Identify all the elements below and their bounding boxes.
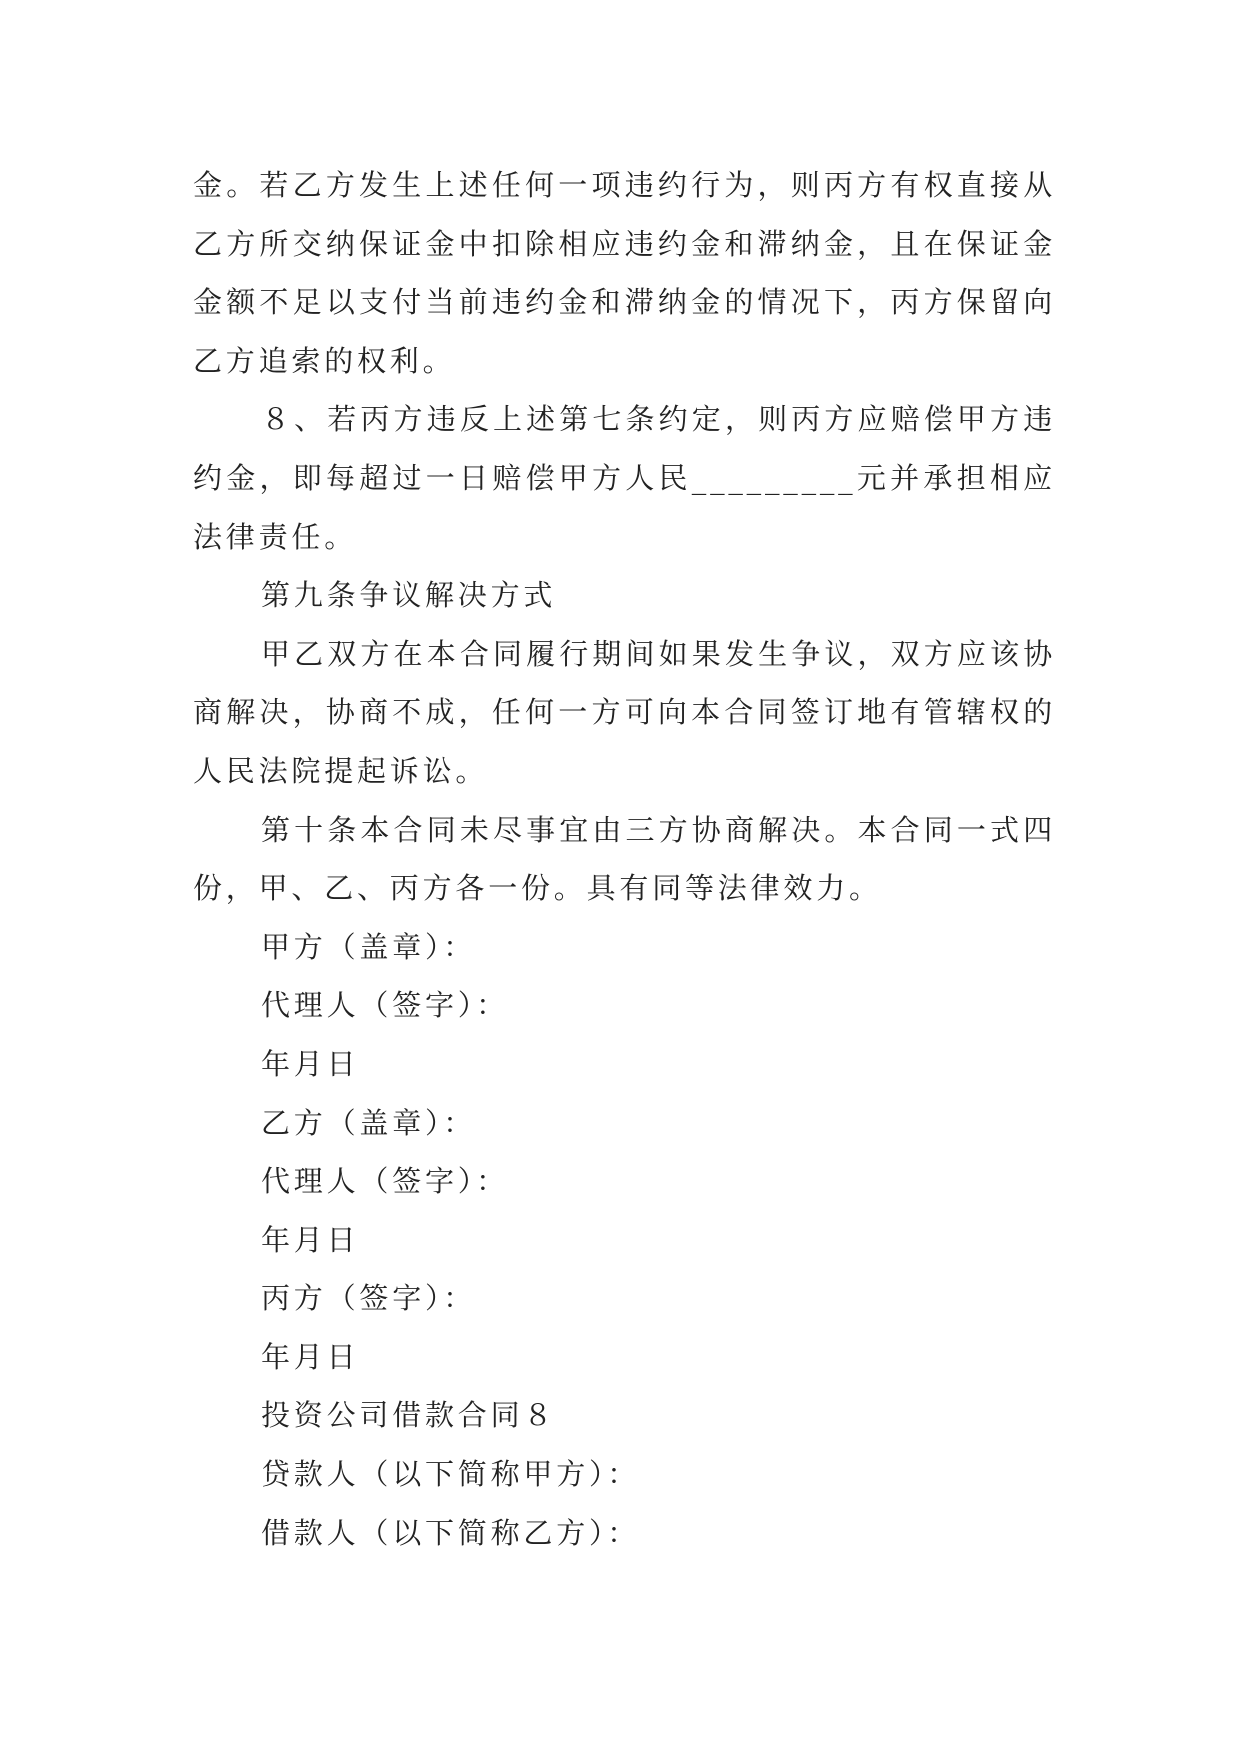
- party-c-date-line: 年月日: [261, 1339, 360, 1374]
- document-body: [193, 156, 1056, 1562]
- paragraph-line: 人民法院提起诉讼。: [193, 753, 489, 788]
- borrower-label: 借款人（以下简称乙方）：: [261, 1515, 641, 1550]
- paragraph-line: 法律责任。: [193, 519, 358, 554]
- party-b-seal-label: 乙方（盖章）：: [261, 1105, 477, 1140]
- party-a-seal-label: 甲方（盖章）：: [261, 929, 477, 964]
- paragraph-line: 乙方所交纳保证金中扣除相应违约金和滞纳金，且在保证金: [193, 226, 1056, 261]
- paragraph-line: 商解决，协商不成，任何一方可向本合同签订地有管辖权的: [193, 695, 1056, 730]
- contract-title: 投资公司借款合同８: [261, 1398, 557, 1433]
- paragraph-line: 第十条本合同未尽事宜由三方协商解决。本合同一式四: [261, 812, 1056, 847]
- party-c-signature-label: 丙方（签字）：: [261, 1281, 477, 1316]
- paragraph-line: 金。若乙方发生上述任何一项违约行为，则丙方有权直接从: [193, 168, 1056, 202]
- paragraph-line: 甲乙双方在本合同履行期间如果发生争议，双方应该协: [261, 636, 1056, 671]
- party-b-date-line: 年月日: [261, 1222, 360, 1257]
- paragraph-line: 乙方追索的权利。: [193, 343, 456, 378]
- paragraph-line: ８、若丙方违反上述第七条约定，则丙方应赔偿甲方违: [261, 402, 1056, 437]
- clause-heading: 第九条争议解决方式: [261, 578, 557, 613]
- paragraph-line: 约金，即每超过一日赔偿甲方人民_________元并承担相应: [193, 460, 1056, 495]
- party-a-agent-signature-label: 代理人（签字）：: [261, 988, 509, 1023]
- party-b-agent-signature-label: 代理人（签字）：: [261, 1164, 509, 1199]
- paragraph-line: 份，甲、乙、丙方各一份。具有同等法律效力。: [193, 871, 882, 906]
- paragraph-line: 金额不足以支付当前违约金和滞纳金的情况下，丙方保留向: [193, 285, 1056, 320]
- party-a-date-line: 年月日: [261, 1046, 360, 1081]
- lender-label: 贷款人（以下简称甲方）：: [261, 1457, 641, 1492]
